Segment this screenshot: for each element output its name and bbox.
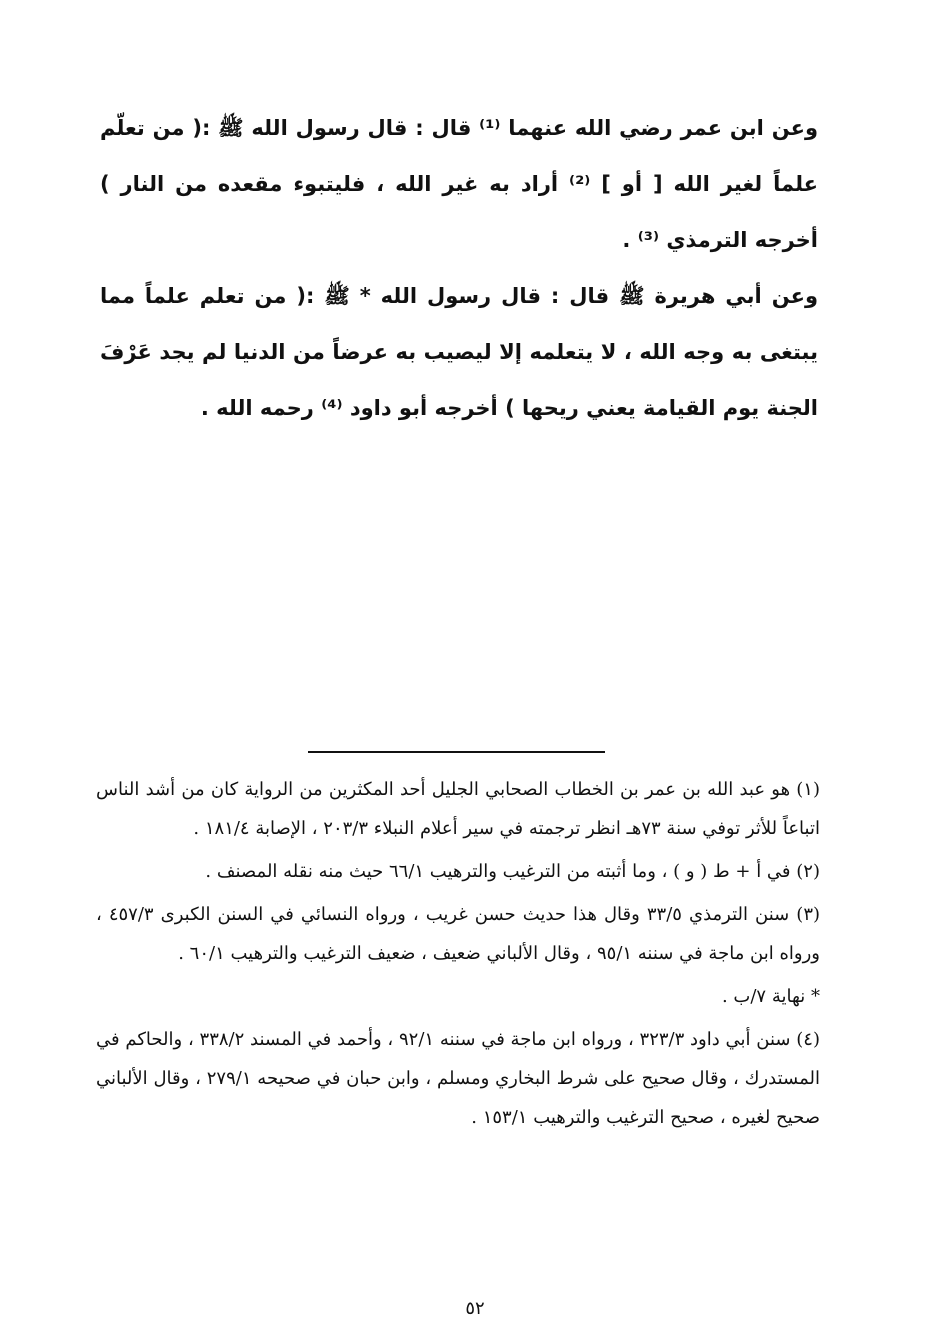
main-paragraph-1: وعن ابن عمر رضي الله عنهما ⁽¹⁾ قال : قال رسول الله ﷺ :( من تعلّم علماً لغير الله [ أو ] ⁽²⁾ أراد به غير الله ، فليتبوء مقعده من النار ) أخرجه الترمذي ⁽³⁾ . — [100, 116, 818, 252]
footnote-separator — [308, 751, 605, 753]
footnote-3: (٣) سنن الترمذي ٣٣/٥ وقال هذا حديث حسن غريب ، ورواه النسائي في السنن الكبرى ٤٥٧/٣ ، ورواه ابن ماجة في سننه ٩٥/١ ، وقال الألباني ضعيف ، ضعيف الترغيب والترهيب ٦٠/١ . — [96, 904, 821, 964]
footnote-4: (٤) سنن أبي داود ٣٢٣/٣ ، ورواه ابن ماجة في سننه ٩٢/١ ، وأحمد في المسند ٣٣٨/٢ ، والحاكم في المستدرك ، وقال صحيح على شرط البخاري ومسلم ، وابن حبان في صحيحه ٢٧٩/١ ، وقال الألباني صحيح لغيره ، صحيح الترغيب والترهيب ١٥٣/١ . — [96, 1029, 821, 1128]
footnote-2: (٢) في أ + ط ( و ) ، وما أثبته من الترغيب والترهيب ٦٦/١ حيث منه نقله المصنف . — [205, 861, 820, 882]
page-number: ٥٢ — [465, 1298, 485, 1319]
folio-marker-note: * نهاية ٧/ب . — [721, 986, 820, 1007]
footnotes — [96, 770, 820, 1141]
footnote-1: (١) هو عبد الله بن عمر بن الخطاب الصحابي الجليل أحد المكثرين من الرواية كان من أشد الناس اتباعاً للأثر توفي سنة ٧٣هـ انظر ترجمته في سير أعلام النبلاء ٢٠٣/٣ ، الإصابة ١٨١/٤ . — [96, 779, 820, 839]
main-paragraph-2: وعن أبي هريرة ﷺ قال : قال رسول الله * ﷺ :( من تعلم علماً مما يبتغى به وجه الله ، لا يتعلمه إلا ليصيب به عرضاً من الدنيا لم يجد عَرْفَ الجنة يوم القيامة يعني ريحها ) أخرجه أبو داود ⁽⁴⁾ رحمه الله . — [100, 284, 818, 420]
main-text — [100, 100, 818, 436]
